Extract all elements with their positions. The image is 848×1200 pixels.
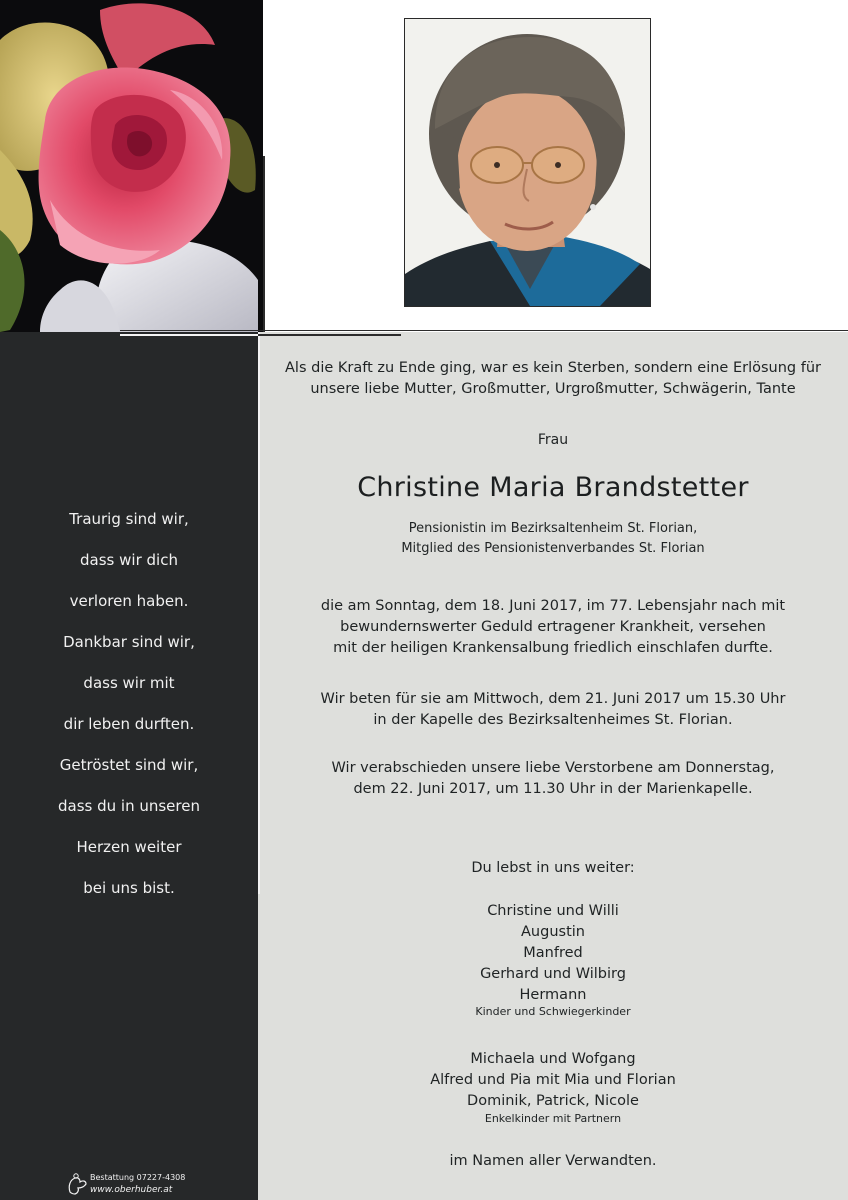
description-line: Mitglied des Pensionistenverbandes St. Florian <box>401 541 705 556</box>
mourner-name: Michaela und Wofgang <box>470 1051 636 1067</box>
poem-line: Herzen weiter <box>76 838 182 856</box>
rose-image <box>0 0 263 332</box>
portrait-photo <box>404 18 651 307</box>
footer-website: www.oberhuber.at <box>90 1185 173 1195</box>
children-label: Kinder und Schwiegerkinder <box>475 1005 631 1018</box>
poem-line: Getröstet sind wir, <box>59 756 199 774</box>
footer-phone: Bestattung 07227-4308 <box>90 1173 186 1182</box>
poem-line: bei uns bist. <box>83 879 175 897</box>
farewell-line: Wir verabschieden unsere liebe Verstorbene am Donnerstag, <box>331 760 775 776</box>
intro-text <box>258 358 848 400</box>
closing-text: im Namen aller Verwandten. <box>449 1153 657 1169</box>
death-notice-line: bewundernswerter Geduld ertragener Krankheit, versehen <box>340 619 766 635</box>
mourners-heading: Du lebst in uns weiter: <box>471 860 635 876</box>
prayer-line: Wir beten für sie am Mittwoch, dem 21. Juni 2017 um 15.30 Uhr <box>320 691 786 707</box>
mourner-name: Gerhard und Wilbirg <box>480 966 626 982</box>
mourner-name: Dominik, Patrick, Nicole <box>467 1093 639 1109</box>
poem-line: dass wir mit <box>83 674 175 692</box>
intro-line: unsere liebe Mutter, Großmutter, Urgroßmutter, Schwägerin, Tante <box>310 381 796 397</box>
poem-line: Dankbar sind wir, <box>63 633 195 651</box>
cross-horizontal-line <box>120 330 848 331</box>
death-notice-line: die am Sonntag, dem 18. Juni 2017, im 77. Lebensjahr nach mit <box>320 598 786 614</box>
farewell-notice <box>258 758 848 800</box>
poem-line: dass du in unseren <box>58 797 200 815</box>
grandchildren-label: Enkelkinder mit Partnern <box>484 1112 622 1125</box>
poem-line: dir leben durften. <box>63 715 195 733</box>
children-list <box>258 901 848 1006</box>
poem-line: verloren haben. <box>69 592 189 610</box>
portrait-image <box>405 19 650 306</box>
rose-photo <box>0 0 263 332</box>
cross-horizontal-right <box>258 334 401 336</box>
prayer-line: in der Kapelle des Bezirksaltenheimes St. Florian. <box>373 712 733 728</box>
funeral-home-logo <box>66 1171 206 1199</box>
mourner-name: Christine und Willi <box>487 903 619 919</box>
poem-line: dass wir dich <box>80 551 178 569</box>
description-line: Pensionistin im Bezirksaltenheim St. Florian, <box>408 521 698 536</box>
mourner-name: Alfred und Pia mit Mia und Florian <box>430 1072 676 1088</box>
prayer-notice <box>258 689 848 731</box>
deceased-name: Christine Maria Brandstetter <box>357 472 749 503</box>
salutation: Frau <box>537 432 569 448</box>
death-notice <box>258 596 848 659</box>
death-notice-line: mit der heiligen Krankensalbung friedlich einschlafen durfte. <box>333 640 773 656</box>
mourner-name: Hermann <box>519 987 587 1003</box>
poem-line: Traurig sind wir, <box>69 510 189 528</box>
deceased-description <box>258 519 848 559</box>
farewell-line: dem 22. Juni 2017, um 11.30 Uhr in der Marienkapelle. <box>353 781 753 797</box>
grandchildren-list <box>258 1049 848 1112</box>
intro-line: Als die Kraft zu Ende ging, war es kein Sterben, sondern eine Erlösung für <box>285 360 821 376</box>
mourner-name: Augustin <box>521 924 585 940</box>
angel-logo-icon <box>66 1172 88 1196</box>
poem <box>0 499 258 909</box>
cross-vertical-upper <box>263 156 265 332</box>
mourner-name: Manfred <box>523 945 583 961</box>
cross-horizontal-left <box>120 334 258 336</box>
